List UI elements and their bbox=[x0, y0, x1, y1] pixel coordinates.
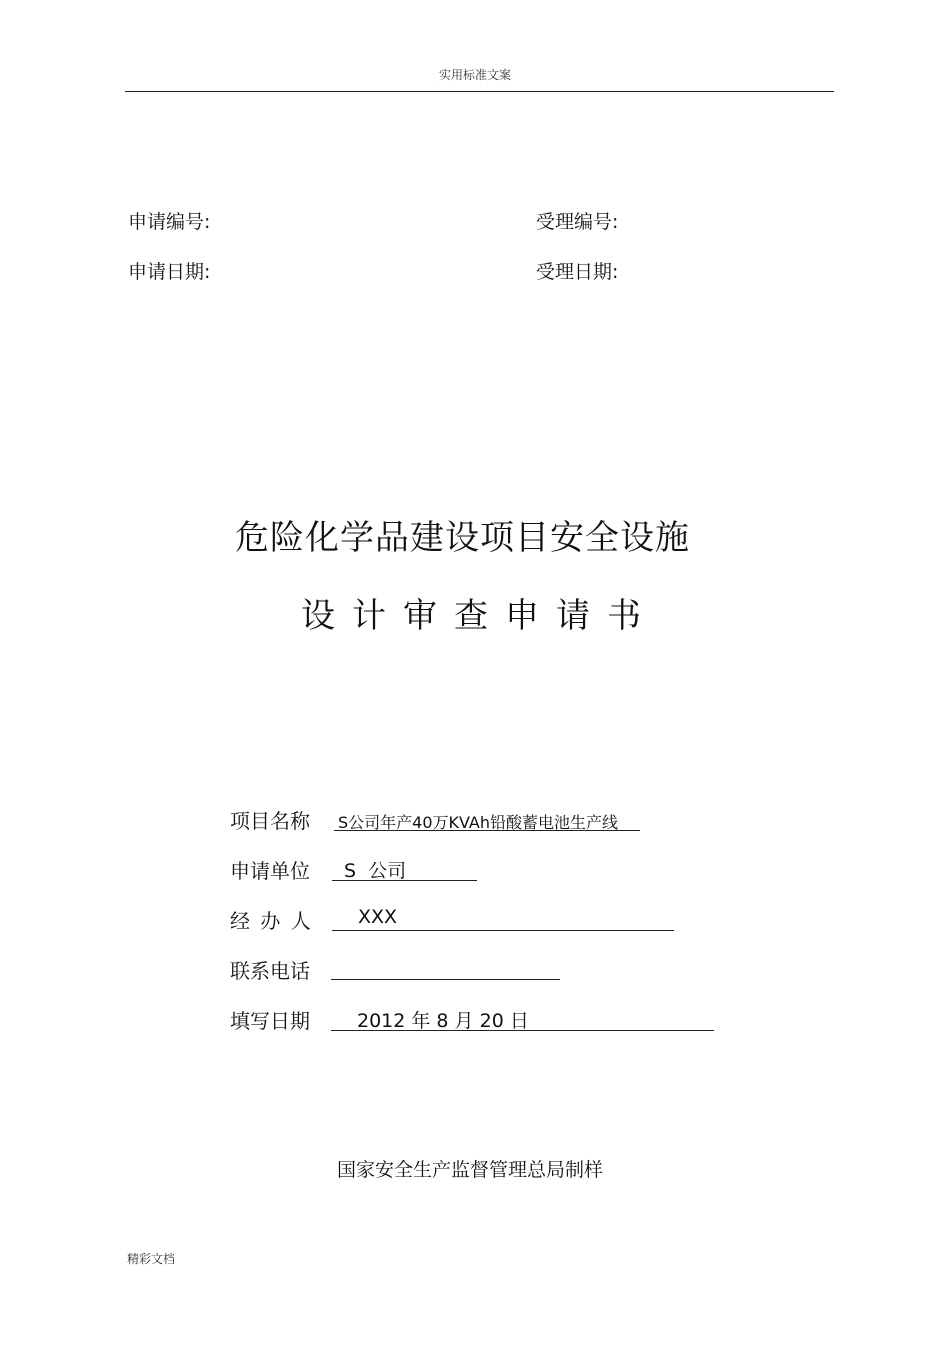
apply-number-label: 申请编号: bbox=[128, 211, 211, 233]
fill-date-label: 填写日期 bbox=[230, 1009, 310, 1033]
handler-underline bbox=[332, 930, 674, 931]
document-title-line-2: 设计审查申请书 bbox=[301, 596, 658, 636]
issuing-organization: 国家安全生产监督管理总局制样 bbox=[336, 1159, 603, 1181]
fill-date-value: 2012 年 8 月 20 日 bbox=[357, 1010, 529, 1032]
accept-number-label: 受理编号: bbox=[536, 211, 619, 233]
phone-label: 联系电话 bbox=[230, 959, 310, 983]
applicant-label: 申请单位 bbox=[230, 859, 310, 883]
accept-date-label: 受理日期: bbox=[536, 261, 619, 283]
handler-label: 经 办 人 bbox=[230, 909, 313, 933]
applicant-value: S 公司 bbox=[344, 860, 407, 882]
handler-value: XXX bbox=[358, 906, 398, 928]
document-title-line-1: 危险化学品建设项目安全设施 bbox=[235, 518, 690, 558]
apply-date-label: 申请日期: bbox=[128, 261, 211, 283]
footer-mark: 精彩文档 bbox=[127, 1252, 176, 1266]
project-name-label: 项目名称 bbox=[230, 809, 310, 833]
phone-underline bbox=[331, 979, 560, 980]
header-rule bbox=[125, 91, 834, 92]
project-name-value: S公司年产40万KVAh铅酸蓄电池生产线 bbox=[338, 813, 619, 832]
page-header-text: 实用标准文案 bbox=[438, 68, 511, 82]
